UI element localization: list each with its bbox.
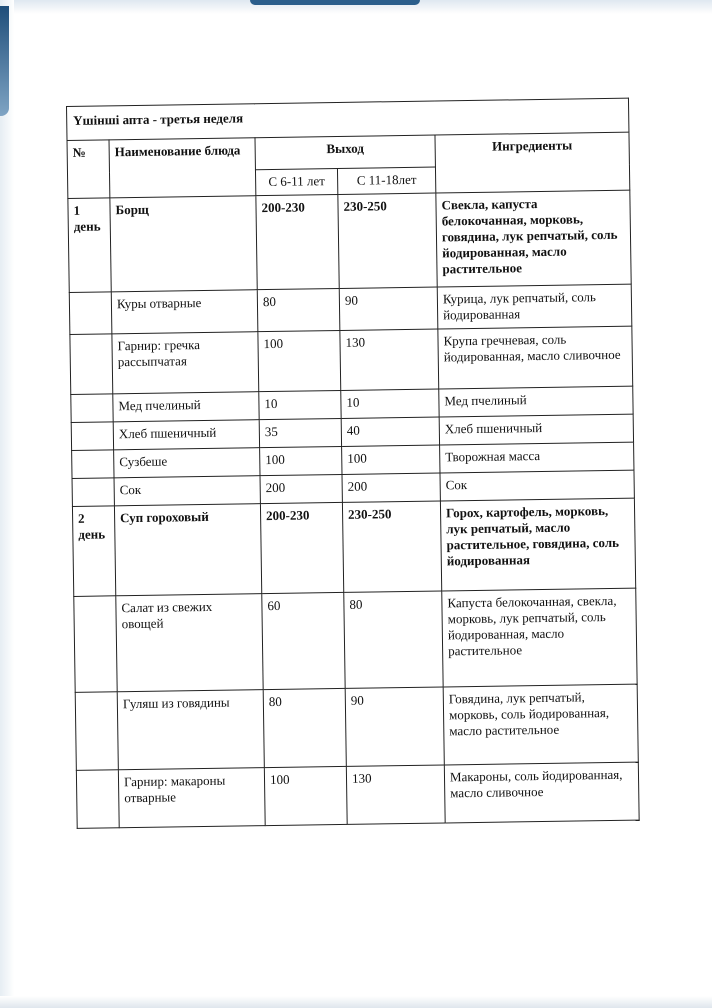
table-row xyxy=(70,326,633,394)
ingredients: Мед пчелиный xyxy=(439,386,633,417)
scan-streak-left xyxy=(0,6,9,116)
table-row xyxy=(72,498,635,596)
header-number: № xyxy=(67,140,110,199)
ingredients: Макароны, соль йодированная, масло сливочное xyxy=(444,762,639,823)
ingredients: Сок xyxy=(440,470,634,501)
ingredients: Капуста белокочанная, свекла, морковь, лук репчатый, соль йодированная, масло растительное xyxy=(442,588,637,687)
ingredients: Свекла, капуста белокочанная, морковь, говядина, лук репчатый, соль йодированная, масло растительное xyxy=(436,190,631,287)
portion-11-18: 230-250 xyxy=(342,501,441,592)
scan-edge-left xyxy=(0,0,14,1008)
portion-11-18: 40 xyxy=(341,417,439,446)
portion-6-11: 100 xyxy=(260,446,342,475)
day-label xyxy=(76,770,119,829)
header-dish-name: Наименование блюда xyxy=(109,138,256,198)
ingredients: Курица, лук репчатый, соль йодированная xyxy=(437,284,632,329)
table-row xyxy=(75,684,638,770)
day-label: 1 день xyxy=(68,198,111,293)
dish-name: Мед пчелиный xyxy=(113,392,259,422)
portion-11-18: 100 xyxy=(342,445,440,474)
portion-11-18: 130 xyxy=(340,329,439,390)
day-label xyxy=(72,478,114,507)
portion-6-11: 35 xyxy=(259,418,341,447)
day-label: 2 день xyxy=(72,506,115,597)
portion-6-11: 10 xyxy=(259,390,341,419)
scan-edge-top xyxy=(0,0,712,14)
portion-6-11: 80 xyxy=(263,688,346,767)
table-row xyxy=(68,190,631,292)
day-label xyxy=(71,422,113,451)
dish-name: Салат из свежих овощей xyxy=(116,594,263,692)
portion-6-11: 200 xyxy=(260,474,342,503)
ingredients: Хлеб пшеничный xyxy=(439,414,633,445)
day-label xyxy=(74,596,117,693)
dish-name: Суп гороховый xyxy=(114,504,261,596)
day-label xyxy=(69,292,112,335)
ingredients: Говядина, лук репчатый, морковь, соль йодированная, масло растительное xyxy=(443,684,638,765)
ingredients: Горох, картофель, морковь, лук репчатый, масло растительное, говядина, соль йодированная xyxy=(440,498,635,591)
table-row xyxy=(76,762,639,828)
week-title: Үшінші апта - третья неделя xyxy=(67,98,629,140)
header-age-6-11: С 6-11 лет xyxy=(255,168,337,195)
header-ingredients: Ингредиенты xyxy=(435,132,630,193)
dish-name: Сузбеше xyxy=(114,448,260,478)
scan-edge-bottom xyxy=(0,996,712,1008)
portion-6-11: 100 xyxy=(258,330,341,391)
dish-name: Гуляш из говядины xyxy=(117,690,264,770)
ingredients: Крупа гречневая, соль йодированная, масло сливочное xyxy=(438,326,633,389)
portion-6-11: 200-230 xyxy=(260,502,343,593)
scan-streak-top xyxy=(250,0,420,5)
menu-table xyxy=(66,98,640,829)
day-label xyxy=(70,334,113,395)
table-row xyxy=(74,588,637,692)
portion-11-18: 230-250 xyxy=(338,193,437,288)
portion-6-11: 80 xyxy=(257,288,340,331)
ingredients: Творожная масса xyxy=(440,442,634,473)
dish-name: Хлеб пшеничный xyxy=(113,420,259,450)
header-output: Выход xyxy=(255,135,435,170)
document-page xyxy=(66,98,639,829)
dish-name: Борщ xyxy=(110,196,257,292)
day-label xyxy=(75,692,118,771)
portion-11-18: 90 xyxy=(339,287,438,330)
portion-11-18: 10 xyxy=(341,389,439,418)
portion-11-18: 130 xyxy=(346,765,445,824)
header-age-11-18: С 11-18лет xyxy=(337,167,435,194)
dish-name: Гарнир: макароны отварные xyxy=(118,768,265,828)
portion-6-11: 200-230 xyxy=(256,194,339,289)
dish-name: Сок xyxy=(114,476,260,506)
dish-name: Куры отварные xyxy=(111,290,258,334)
portion-11-18: 90 xyxy=(345,687,444,766)
day-label xyxy=(72,450,114,479)
dish-name: Гарнир: гречка рассыпчатая xyxy=(112,332,259,394)
portion-6-11: 100 xyxy=(264,766,347,825)
day-label xyxy=(71,394,113,423)
portion-6-11: 60 xyxy=(262,592,345,689)
portion-11-18: 80 xyxy=(344,591,443,688)
portion-11-18: 200 xyxy=(342,473,440,502)
